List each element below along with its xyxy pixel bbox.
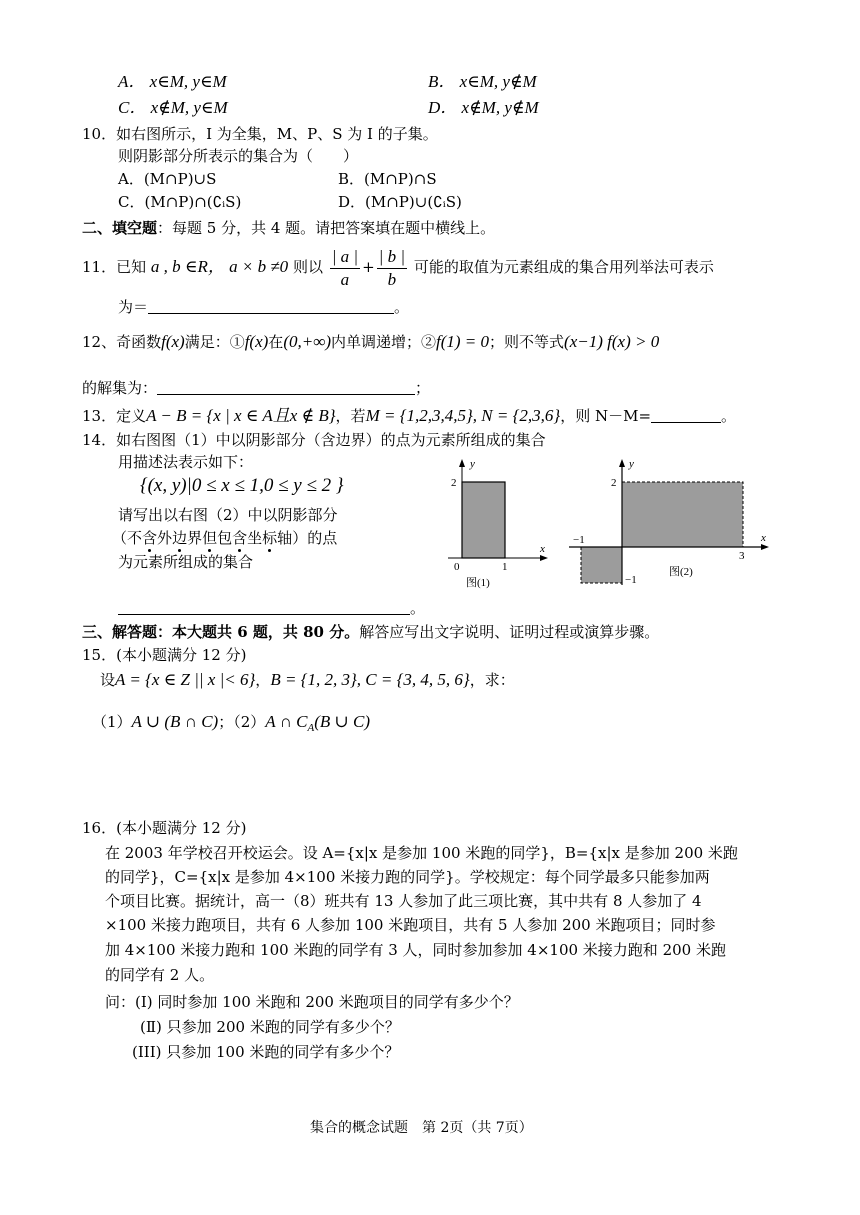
figure-2-tick-x: 3 bbox=[739, 550, 745, 562]
q10-option-d: D．(M∩P)∪(∁ᵢS) bbox=[338, 193, 462, 211]
figure-2-caption: 图(2) bbox=[669, 566, 693, 578]
q16-line-4: ×100 米接力跑项目，共有 6 人参加 100 米跑项目，共有 5 人参加 200 米跑项目；同时参 bbox=[105, 916, 716, 934]
q11-line1: 11．已知 a , b ∈R， a × b ≠0 则以 $\frac{| a |}{a}$ + $\frac{| b |}{b}$ 可能的取值为元素组成的集合用列举法可表示 bbox=[82, 246, 714, 289]
figure-2-y-label: y bbox=[629, 458, 634, 470]
figure-1 bbox=[440, 455, 550, 590]
q10-option-c: C．(M∩P)∩(∁ᵢS) bbox=[118, 193, 242, 211]
q14-emphasis-text: 不含外边界但包含坐标轴 bbox=[127, 529, 293, 547]
q12-line2: 的解集为： ； bbox=[82, 379, 431, 397]
figure-1-tick-x: 1 bbox=[502, 561, 508, 573]
q13-answer-blank[interactable] bbox=[651, 406, 721, 423]
figure-1-x-arrow-icon bbox=[540, 555, 548, 561]
figure-2-shaded-region-bottom bbox=[581, 547, 622, 583]
q12-answer-blank[interactable] bbox=[157, 378, 415, 395]
q13-line: 13．定义A − B = {x | x ∈ A且x ∉ B}，若M = {1,2,3,4,5}, N = {2,3,6}，则 N－M= 。 bbox=[82, 406, 737, 425]
figure-2-y-arrow-icon bbox=[619, 459, 625, 467]
section-3-title: 三、解答题：本大题共 6 题，共 80 分。 bbox=[82, 623, 360, 641]
q11-answer-blank[interactable] bbox=[148, 297, 394, 314]
section-2-heading bbox=[82, 218, 495, 238]
q16-ask-2: (Ⅱ) 只参加 200 米跑的同学有多少个？ bbox=[140, 1018, 400, 1036]
q9-option-b: B． x∈M, y∉M bbox=[428, 72, 537, 91]
q16-line-2: 的同学}，C={x|x 是参加 4×100 米接力跑的同学}。学校规定：每个同学最多只能参加两 bbox=[105, 868, 710, 886]
figure-2-x-label: x bbox=[761, 532, 766, 544]
q10-option-b: B．(M∩P)∩S bbox=[338, 170, 437, 188]
q11-condition: a , b ∈R， a × b ≠0 bbox=[150, 257, 289, 276]
q15-heading: 15．(本小题满分 12 分) bbox=[82, 646, 247, 664]
q9-option-d: D． x∉M, y∉M bbox=[428, 98, 539, 117]
q11-fraction-a: $\frac{| a |}{a}$ bbox=[331, 246, 359, 289]
figure-1-x-label: x bbox=[540, 543, 545, 555]
figure-2-x-arrow-icon bbox=[761, 544, 769, 550]
q16-ask-1: 问：(Ⅰ) 同时参加 100 米跑和 200 米跑项目的同学有多少个？ bbox=[105, 993, 519, 1011]
q14-line6: 为元素所组成的集合 bbox=[118, 553, 254, 571]
figure-2-tick-y: 2 bbox=[611, 477, 617, 489]
section-2-title: 二、填空题 bbox=[82, 219, 158, 237]
figure-1-tick-origin: 0 bbox=[454, 561, 460, 573]
q10-question: 则阴影部分所表示的集合为（ ） bbox=[118, 147, 359, 165]
q14-line2: 用描述法表示如下： bbox=[118, 453, 254, 471]
figure-2-tick-y-negative: −1 bbox=[625, 574, 637, 586]
figure-1-shaded-region bbox=[462, 482, 505, 558]
figure-1-y-label: y bbox=[470, 458, 475, 470]
q14-answer-blank[interactable] bbox=[118, 598, 410, 615]
section-3-text: 解答应写出文字说明、证明过程或演算步骤。 bbox=[359, 623, 660, 641]
q16-heading: 16．(本小题满分 12 分) bbox=[82, 819, 247, 837]
q16-line-3: 个项目比赛。据统计，高一（8）班共有 13 人参加了此三项比赛，其中共有 8 人参加了 4 bbox=[105, 892, 702, 910]
q10-option-a: A．(M∩P)∪S bbox=[118, 170, 217, 188]
q9-option-c: C． x∉M, y∈M bbox=[118, 98, 228, 117]
figure-2 bbox=[565, 455, 785, 590]
q10-stem: 10．如右图所示，I 为全集，M、P、S 为 I 的子集。 bbox=[82, 125, 438, 143]
q9-option-a: A． x∈M, y∈M bbox=[118, 72, 227, 91]
q14-line4: 请写出以右图（2）中以阴影部分 bbox=[118, 506, 338, 524]
figure-1-y-arrow-icon bbox=[459, 459, 465, 467]
q16-line-1: 在 2003 年学校召开校运会。设 A={x|x 是参加 100 米跑的同学}，B={x|x 是参加 200 米跑 bbox=[105, 844, 738, 862]
q11-fraction-b: $\frac{| b |}{b}$ bbox=[378, 246, 406, 289]
figure-1-tick-y: 2 bbox=[451, 477, 457, 489]
q16-line-5: 加 4×100 米接力跑和 100 米跑的同学有 3 人，同时参加参加 4×100 米接力跑和 200 米跑 bbox=[105, 941, 726, 959]
q14-line5: （不含外边界但包含坐标轴）的点 bbox=[112, 529, 338, 547]
q12-line1: 12、奇函数f(x)满足：①f(x)在(0,+∞)内单调递增；②f(1) = 0；则不等式(x−1) f(x) > 0 bbox=[82, 332, 660, 351]
q15-line1: 设A = {x ∈ Z || x |< 6}，B = {1, 2, 3}, C = {3, 4, 5, 6}，求： bbox=[100, 670, 515, 689]
figure-2-shaded-region-top bbox=[622, 482, 743, 547]
q15-line2: （1）A ∪ (B ∩ C)；（2）A ∩ $C_A(B$ ∪ C) bbox=[92, 712, 370, 734]
q16-line-6: 的同学有 2 人。 bbox=[105, 966, 215, 984]
figure-1-caption: 图(1) bbox=[466, 577, 490, 589]
figure-2-tick-x-negative: −1 bbox=[573, 534, 585, 546]
q16-ask-3: (III) 只参加 100 米跑的同学有多少个？ bbox=[132, 1043, 400, 1061]
q14-line1: 14．如右图图（1）中以阴影部分（含边界）的点为元素所组成的集合 bbox=[82, 431, 546, 449]
q14-answer-line: 。 bbox=[118, 598, 425, 618]
q11-line2: 为＝ 。 bbox=[118, 298, 410, 316]
q14-set-example: {(x, y)|0 ≤ x ≤ 1,0 ≤ y ≤ 2 } bbox=[140, 475, 344, 496]
section-3-heading bbox=[82, 622, 659, 642]
section-2-text: ：每题 5 分，共 4 题。请把答案填在题中横线上。 bbox=[157, 219, 496, 237]
page-footer: 集合的概念试题 第 2页（共 7页） bbox=[310, 1120, 533, 1136]
